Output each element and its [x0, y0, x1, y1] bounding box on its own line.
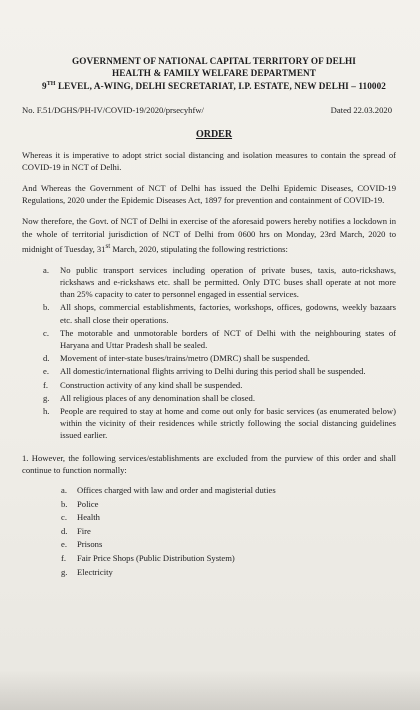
and-whereas-paragraph: And Whereas the Government of NCT of Delhi has issued the Delhi Epidemic Diseases, COVID-19 Regulations, 2020 under the Epidemic Diseases Act, 1897 for prevention and containment of COVID-19.: [22, 182, 396, 206]
header-line-3-num: 9: [41, 81, 47, 92]
service-marker: b.: [61, 498, 68, 509]
restriction-text: No public transport services including operation of private buses, taxis, auto-rickshaws, rickshaws and e-rickshaws etc. shall be permitted. Only DTC buses shall operate at not more than 25% capacity to cater to personnel engaged in essential services.: [60, 264, 396, 300]
now-therefore-text-b: March, 2020, stipulating the following restrictions:: [110, 243, 288, 254]
restriction-item: [43, 352, 396, 364]
restriction-marker: a.: [43, 264, 49, 275]
service-marker: g.: [61, 566, 68, 577]
restriction-marker: g.: [43, 392, 50, 403]
service-item: [61, 525, 406, 539]
service-text: Health: [77, 512, 100, 523]
restriction-item: [43, 365, 396, 377]
service-item: [61, 511, 406, 525]
restriction-item: [43, 264, 396, 301]
service-marker: c.: [61, 512, 67, 523]
service-text: Electricity: [77, 566, 113, 577]
whereas-paragraph: Whereas it is imperative to adopt strict social distancing and isolation measures to contain the spread of COVID-19 in NCT of Delhi.: [22, 149, 396, 172]
page-bottom-shadow: [0, 670, 420, 710]
service-item: [61, 484, 406, 498]
service-text: Prisons: [77, 539, 103, 550]
restriction-marker: b.: [43, 302, 50, 313]
service-item: [61, 498, 406, 512]
header-line-3-sup: TH: [46, 81, 56, 87]
reference-number: No. F.51/DGHS/PH-IV/COVID-19/2020/prsecyhfw/: [22, 104, 204, 115]
now-therefore-text-a: Now therefore, the Govt. of NCT of Delhi in exercise of the aforesaid powers hereby notifies a lockdown in the whole of territorial jurisdiction of NCT of Delhi from 0600 hrs on Monday, 23rd March, 2020 to midnight of Tuesday, 31: [22, 216, 396, 254]
service-marker: a.: [61, 485, 67, 496]
restriction-item: [43, 301, 396, 325]
restriction-item: [43, 379, 396, 391]
header-line-1: GOVERNMENT OF NATIONAL CAPITAL TERRITORY OF DELHI: [72, 56, 356, 66]
header-line-3-rest: LEVEL, A-WING, DELHI SECRETARIAT, I.P. ESTATE, NEW DELHI – 110002: [55, 81, 387, 92]
restriction-text: All religious places of any denomination shall be closed.: [60, 392, 255, 403]
document-header: [22, 56, 406, 93]
services-list: [22, 484, 406, 579]
restriction-text: Movement of inter-state buses/trains/metro (DMRC) shall be suspended.: [60, 353, 310, 364]
restrictions-list: [22, 264, 406, 442]
service-marker: d.: [61, 525, 68, 536]
reference-line: [22, 105, 406, 115]
restriction-item: [43, 327, 396, 351]
service-item: [61, 552, 406, 566]
restriction-marker: c.: [43, 327, 49, 338]
service-item: [61, 538, 406, 552]
restriction-marker: e.: [43, 366, 49, 377]
service-marker: e.: [61, 539, 67, 550]
service-text: Fire: [77, 525, 91, 536]
restriction-marker: f.: [43, 379, 49, 390]
restriction-text: The motorable and unmotorable borders of NCT of Delhi with the neighbouring states of Haryana and Uttar Pradesh shall be sealed.: [60, 327, 396, 351]
service-marker: f.: [61, 553, 67, 564]
exclusion-paragraph: 1. However, the following services/establishments are excluded from the purview of this order and shall continue to function normally:: [22, 452, 396, 475]
restriction-item: [43, 405, 396, 442]
reference-date: Dated 22.03.2020: [330, 104, 392, 115]
service-text: Offices charged with law and order and magisterial duties: [77, 485, 276, 496]
header-line-2: HEALTH & FAMILY WELFARE DEPARTMENT: [111, 67, 317, 78]
restriction-item: [43, 392, 396, 404]
now-therefore-sup: st: [105, 241, 111, 250]
service-text: Fair Price Shops (Public Distribution System): [77, 553, 235, 564]
restriction-text: Construction activity of any kind shall be suspended.: [60, 379, 243, 390]
restriction-text: People are required to stay at home and come out only for basic services (as enumerated below) within the vicinity of their residences while strictly following the social distancing guidelines issued earlier.: [60, 406, 396, 441]
restriction-marker: d.: [43, 353, 50, 364]
header-line-3: [22, 79, 406, 93]
now-therefore-paragraph: [22, 215, 406, 254]
restriction-marker: h.: [43, 406, 50, 417]
order-title: ORDER: [195, 128, 233, 140]
service-text: Police: [77, 498, 99, 509]
restriction-text: All shops, commercial establishments, factories, workshops, offices, godowns, weekly bazaars etc. shall close their operations.: [60, 302, 396, 325]
service-item: [61, 566, 406, 580]
restriction-text: All domestic/international flights arriving to Delhi during this period shall be suspended.: [60, 366, 366, 377]
